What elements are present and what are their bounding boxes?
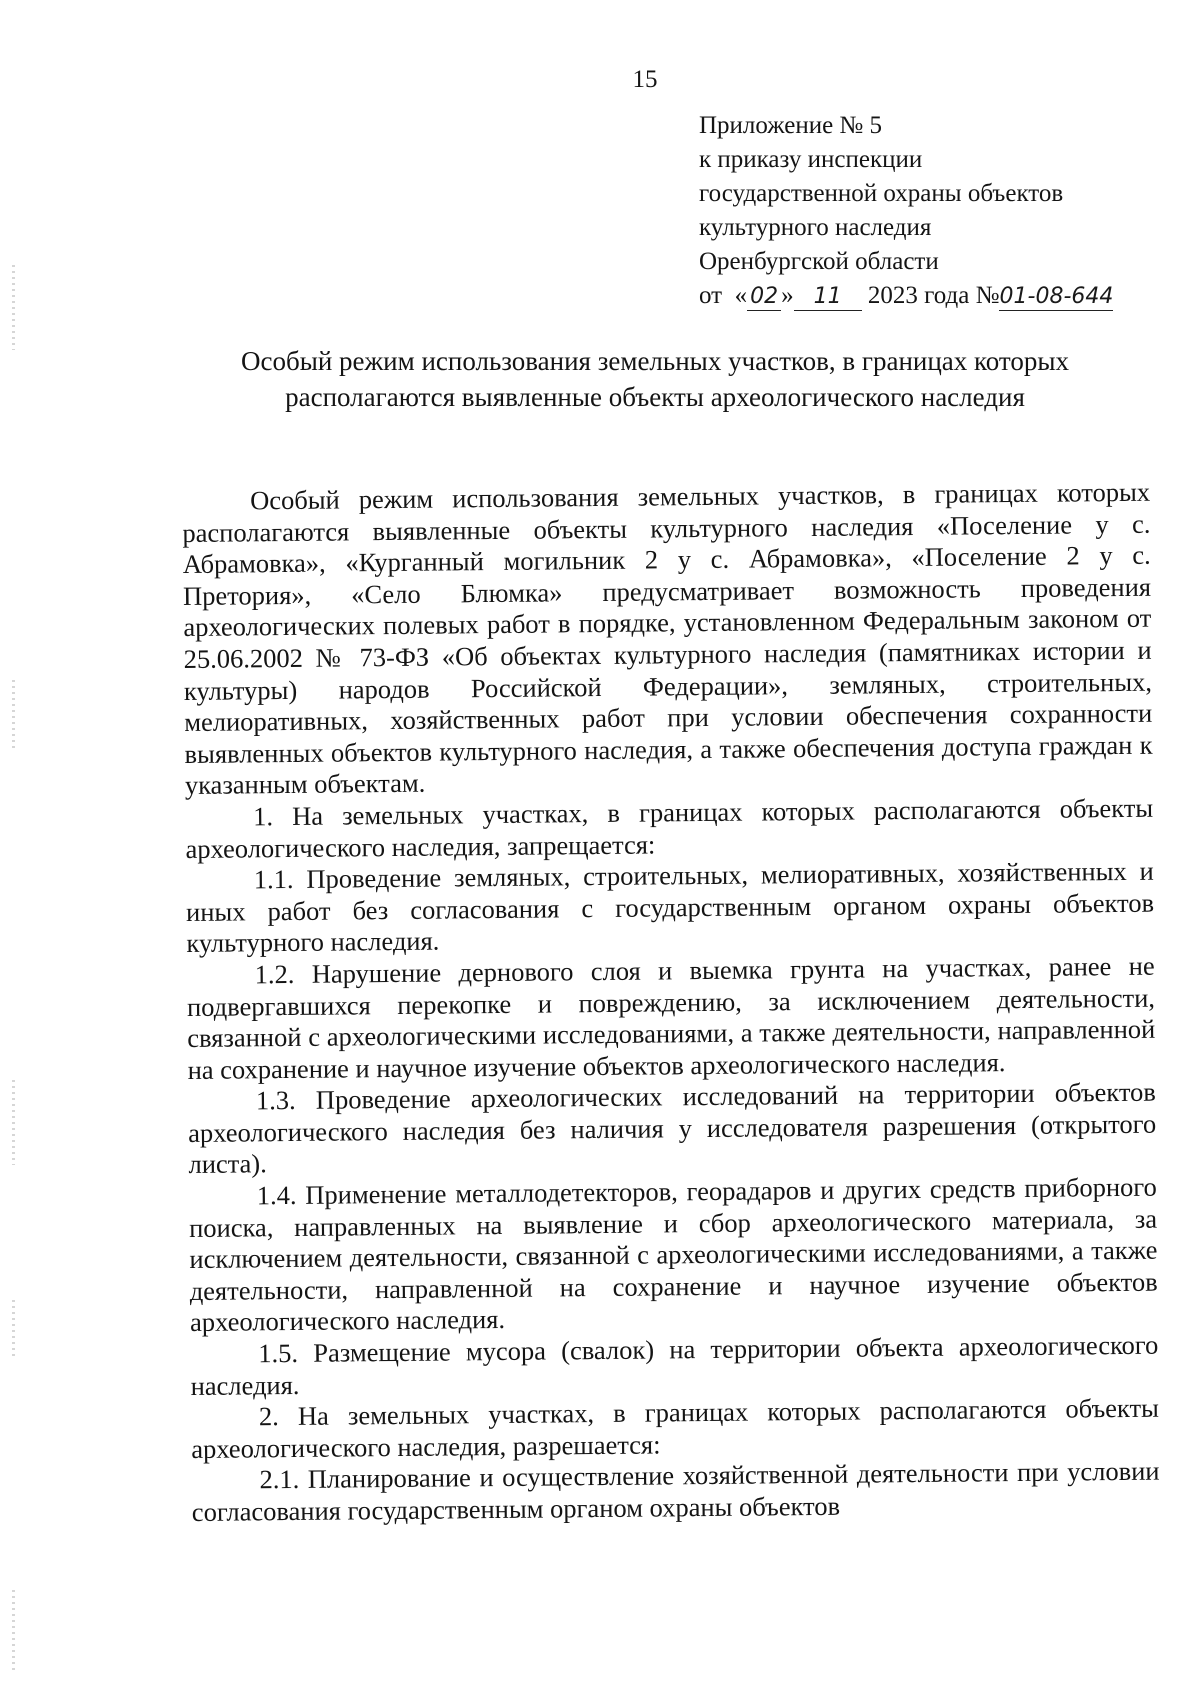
scan-margin-artifact bbox=[12, 265, 15, 350]
clause-1: 1. На земельных участках, в границах которых располагаются объекты археологического наследия, запрещается: bbox=[185, 792, 1154, 864]
document-body bbox=[182, 477, 1160, 1529]
appendix-date-line bbox=[699, 279, 1169, 313]
scan-margin-artifact bbox=[12, 680, 15, 750]
scan-margin-artifact bbox=[12, 1080, 15, 1165]
clause-1-1: 1.1. Проведение земляных, строительных, мелиоративных, хозяйственных и иных работ без согласования с государственным органом охраны объектов культурного наследия. bbox=[185, 855, 1155, 959]
order-number-handwritten: 01-08-644 bbox=[999, 284, 1114, 309]
clause-1-2: 1.2. Нарушение дернового слоя и выемка грунта на участках, ранее не подвергавшихся перекопке и повреждению, за исключением деятельности, связанной с археологическими исследованиями, а также деятельности, направленной на сохранение и научное изучение объектов археологического наследия. bbox=[186, 950, 1156, 1085]
document-title bbox=[190, 343, 1120, 415]
document-title-line: Особый режим использования земельных участков, в границах которых bbox=[240, 346, 1070, 376]
document-title-line: располагаются выявленные объекты археологического наследия bbox=[285, 382, 1025, 412]
scan-margin-artifact bbox=[12, 1300, 15, 1360]
clause-1-4: 1.4. Применение металлодетекторов, георадаров и других средств приборного поиска, направленных на выявление и сбор археологического материала, за исключением деятельности, связанной с археологическими исследованиями, а также деятельности, направленной на сохранение и научное изучение объектов археологического наследия. bbox=[188, 1171, 1158, 1338]
appendix-agency-line: культурного наследия bbox=[699, 214, 932, 241]
clause-2: 2. На земельных участках, в границах которых располагаются объекты археологического наследия, разрешается: bbox=[191, 1392, 1160, 1464]
date-day-handwritten: 02 bbox=[747, 284, 781, 311]
quote-open: « bbox=[734, 282, 748, 309]
date-year: 2023 года № bbox=[867, 282, 1000, 309]
appendix-header bbox=[699, 109, 1169, 313]
quote-close: » bbox=[781, 282, 794, 309]
page-number: 15 bbox=[632, 66, 658, 93]
date-prefix: от bbox=[699, 282, 723, 309]
appendix-title: Приложение № 5 bbox=[699, 112, 883, 139]
appendix-region: Оренбургской области bbox=[699, 248, 939, 275]
date-month-handwritten: 11 bbox=[794, 284, 862, 311]
appendix-agency-line: государственной охраны объектов bbox=[699, 180, 1064, 207]
intro-paragraph: Особый режим использования земельных участков, в границах которых располагаются выявленные объекты культурного наследия «Поселение у с. Абрамовка», «Курганный могильник 2 у с. Абрамовка», «Поселение 2 у с. Претория», «Село Блюмка» предусматривает возможность проведения археологических полевых работ в порядке, установленном Федеральным законом от 25.06.2002 № 73-ФЗ «Об объектах культурного наследия (памятниках истории и культуры) народов Российской Федерации», земляных, строительных, мелиоративных, хозяйственных работ при условии обеспечения сохранности выявленных объектов культурного наследия, а также обеспечения доступа граждан к указанным объектам. bbox=[182, 476, 1153, 801]
clause-1-5: 1.5. Размещение мусора (свалок) на территории объекта археологического наследия. bbox=[190, 1329, 1159, 1401]
clause-2-1: 2.1. Планирование и осуществление хозяйственной деятельности при условии согласования государственным органом охраны объектов bbox=[191, 1456, 1160, 1527]
scan-margin-artifact bbox=[12, 1590, 15, 1670]
appendix-order-ref: к приказу инспекции bbox=[699, 146, 923, 173]
clause-1-3: 1.3. Проведение археологических исследований на территории объектов археологического наследия без наличия у исследователя разрешения (открытого листа). bbox=[188, 1076, 1157, 1180]
